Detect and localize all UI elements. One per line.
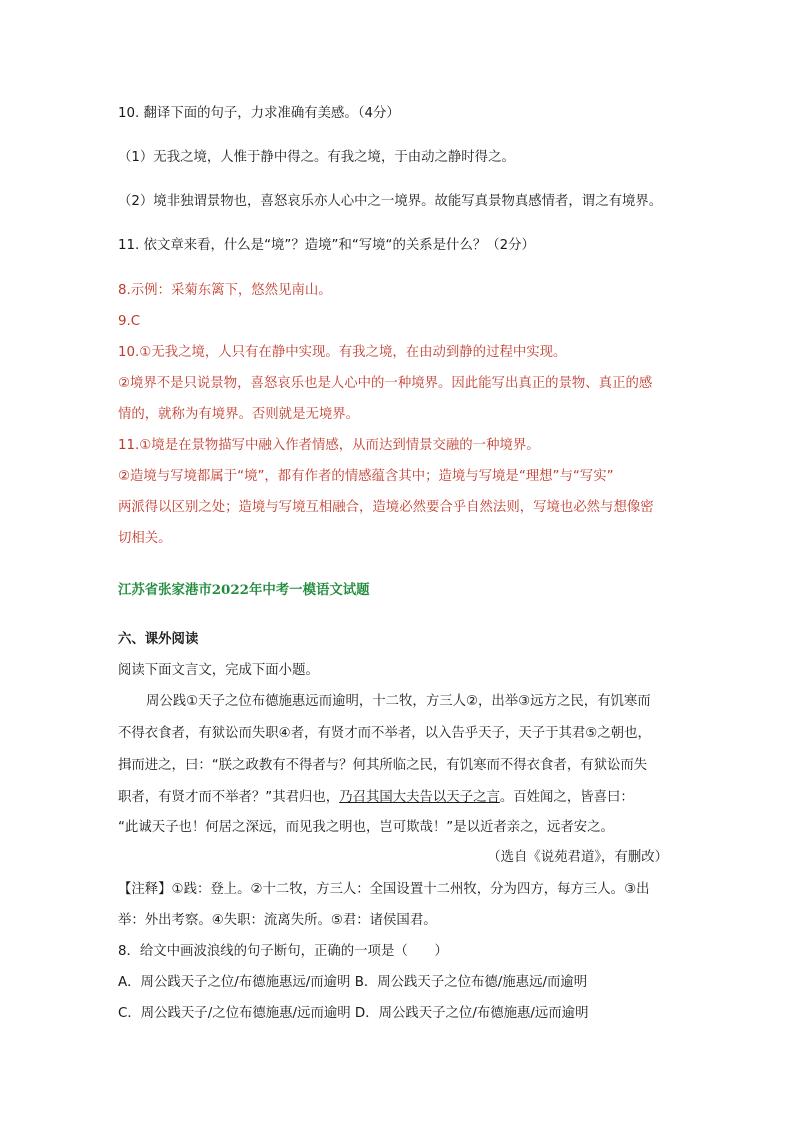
passage-line-3: 揖而进之，曰：“朕之政教有不得者与？何其所临之民，有饥寒而不得衣食者，有狱讼而失 — [118, 758, 648, 773]
notes-line-2: 举：外出考察。④失职：流离失所。⑤君：诸侯国君。 — [118, 913, 437, 928]
answer-11-2a: ②造境与写境都属于“境”，都有作者的情感蕴含其中；造境与写境是“理想”与“写实” — [118, 469, 614, 484]
passage-line-4 — [118, 788, 634, 808]
passage-line-5: “此诚天子也！何居之深远，而见我之明也，岂可欺哉！”是以近者亲之，远者安之。 — [118, 820, 614, 835]
q11-title: 11. 依文章来看，什么是“境”？造境”和“写境“的关系是什么？（2分） — [118, 238, 535, 253]
passage-line-2: 不得衣食者，有狱讼而失职④者，有贤才而不举者，以入告乎天子，天子于其君⑤之朝也， — [118, 726, 651, 741]
answer-10-1: 10.①无我之境，人只有在静中实现。有我之境，在由动到静的过程中实现。 — [118, 345, 567, 360]
q10-sentence-1: （1）无我之境，人惟于静中得之。有我之境，于由动之静时得之。 — [118, 150, 515, 165]
notes-line-1: 【注释】①践：登上。②十二牧，方三人：全国设置十二州牧，分为四方，每方三人。③出 — [118, 882, 650, 897]
answer-11-1: 11.①境是在景物描写中融入作者情感，从而达到情景交融的一种境界。 — [118, 438, 540, 453]
question-8: 8．给文中画波浪线的句子断句，正确的一项是（ ） — [118, 944, 448, 959]
exam-title: 江苏省张家港市2022年中考一模语文试题 — [118, 582, 370, 598]
answer-8: 8.示例：采菊东篱下，悠然见南山。 — [118, 283, 332, 298]
options-c-d: C．周公践天子/之位布德施惠/远而逾明 D．周公践天子之位/布德施惠/远而逾明 — [118, 1006, 589, 1021]
reading-instruction: 阅读下面文言文，完成下面小题。 — [118, 663, 319, 678]
passage-line-1: 周公践①天子之位布德施惠远而逾明，十二牧，方三人②，出举③远方之民，有饥寒而 — [146, 694, 651, 709]
passage-source: （选自《说苑君道》，有删改） — [487, 850, 668, 865]
passage-line-4-start: 职者，有贤才而不举者？”其君归也， — [118, 790, 340, 805]
q10-title: 10. 翻译下面的句子，力求准确有美感。（4分） — [118, 106, 400, 121]
options-a-b: A．周公践天子之位/布德施惠远/而逾明 B．周公践天子之位布德/施惠远/而逾明 — [118, 975, 588, 990]
answer-9: 9.C — [118, 314, 141, 329]
q10-sentence-2: （2）境非独谓景物也，喜怒哀乐亦人心中之一境界。故能写真景物真感情者，谓之有境界。 — [118, 194, 663, 209]
underlined-sentence: 乃召其国大夫告以天子之言 — [339, 790, 500, 805]
answer-11-2c: 切相关。 — [118, 531, 172, 546]
answer-10-2a: ②境界不是只说景物，喜怒哀乐也是人心中的一种境界。因此能写出真正的景物、真正的感 — [118, 376, 653, 391]
answer-11-2b: 两派得以区别之处；造境与写境互相融合，造境必然要合乎自然法则，写境也必然与想像密 — [118, 500, 654, 515]
passage-line-4-end: 。百姓闻之，皆喜曰： — [499, 790, 634, 805]
answer-10-2b: 情的，就称为有境界。否则就是无境界。 — [118, 407, 360, 422]
section-heading: 六、课外阅读 — [118, 632, 199, 647]
